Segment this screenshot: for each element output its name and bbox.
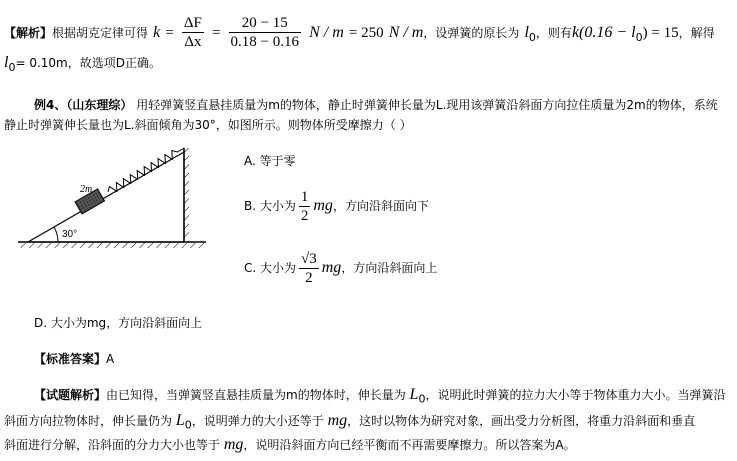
ground-hatch bbox=[18, 243, 206, 248]
result-value: = 250 bbox=[348, 25, 384, 41]
unit-1: N / m bbox=[309, 24, 344, 41]
numeric-fraction bbox=[229, 14, 301, 51]
option-d: D. 大小为mg，方向沿斜面向上 bbox=[34, 316, 203, 330]
unit-2: N / m bbox=[388, 24, 424, 41]
option-b-mg: mg bbox=[313, 197, 333, 214]
explanation-line-1: 【试题解析】由已知得，当弹簧竖直悬挂质量为m的物体时，伸长量为 $L_0$，说明此时弹簧的拉力大小等于物体重力大小。当弹簧沿 bbox=[34, 386, 726, 406]
option-a: A. 等于零 bbox=[244, 154, 296, 168]
option-b: B. 大小为 $\frac{1}{2}$ mg，方向沿斜面向下 bbox=[244, 189, 429, 224]
explanation-line-2: 斜面方向拉物体时，伸长量仍为 $L_0$，说明弹力的大小还等于 mg，这时以物体为研究对象，画出受力分析图，将重力沿斜面和垂直 bbox=[4, 412, 696, 432]
analysis-label: 【解析】 bbox=[4, 26, 53, 40]
analysis-text-3: ，则有 bbox=[535, 26, 572, 40]
example-label: 例4、（山东理综） bbox=[34, 98, 133, 112]
option-c: C. 大小为 $\frac{√3}{2}$ mg，方向沿斜面向上 bbox=[244, 251, 438, 286]
explanation-label: 【试题解析】 bbox=[34, 388, 107, 402]
analysis-line-2: $l_0= 0.10m$，故选项D正确。 bbox=[4, 54, 161, 75]
answer-label: 【标准答案】 bbox=[34, 352, 107, 366]
analysis-text-2: ，设弹簧的原长为 bbox=[423, 26, 520, 40]
delta-f: ΔF bbox=[183, 15, 202, 31]
analysis-line-1: 【解析】根据胡克定律可得 k = $\frac{\Delta F}{\Delta x}$ = $\frac{20 - 15}{0.18 - 0.16}$ N / m = 250 N / m，设弹簧的原长为 $l_0$，则有$k(0.16 - l_0) = 15$，解得 bbox=[4, 15, 715, 50]
angle-arc bbox=[54, 227, 58, 242]
equals-sign: = bbox=[165, 25, 174, 41]
analysis-text-4: ，解得 bbox=[678, 26, 715, 40]
option-c-mg: mg bbox=[321, 259, 342, 276]
mass-label: 2m bbox=[80, 184, 93, 195]
example-text-1: 用轻弹簧竖直悬挂质量为m的物体，静止时弹簧伸长量为L.现用该弹簧沿斜面方向拉住质量为2m的物体，系统 bbox=[136, 98, 718, 112]
k-equation-end: ) = 15 bbox=[642, 25, 679, 41]
standard-answer bbox=[34, 350, 114, 367]
delta-fraction bbox=[182, 14, 204, 51]
fraction-denominator: 0.18 − 0.16 bbox=[230, 34, 300, 50]
option-c-fraction: $\frac{√3}{2}$ bbox=[301, 251, 317, 286]
spring bbox=[106, 145, 186, 196]
angle-label: 30° bbox=[62, 229, 78, 240]
example-line-1 bbox=[34, 96, 718, 113]
k-equation: k(0.16 − l bbox=[571, 24, 636, 41]
analysis-intro: 根据胡克定律可得 bbox=[52, 26, 149, 40]
incline-triangle bbox=[28, 152, 184, 242]
option-b-fraction: $\frac{1}{2}$ bbox=[300, 189, 309, 224]
analysis-conclusion: = 0.10m，故选项D正确。 bbox=[15, 56, 161, 70]
example-text-2: 静止时弹簧伸长量也为L.斜面倾角为30°，如图所示。则物体所受摩擦力（ ） bbox=[4, 118, 412, 132]
answer-value: A bbox=[106, 352, 115, 366]
delta-x: Δx bbox=[184, 34, 202, 50]
fraction-numerator: 20 − 15 bbox=[229, 14, 301, 33]
incline-figure bbox=[18, 140, 228, 252]
spring-coil bbox=[106, 145, 186, 196]
example-line-2 bbox=[4, 116, 412, 133]
k-symbol: k bbox=[153, 24, 161, 41]
l0-symbol: l bbox=[524, 24, 529, 41]
explanation-line-3: 斜面进行分解，沿斜面的分力大小也等于 mg，说明沿斜面方向已经平衡而不再需要摩擦力。所以答案为A。 bbox=[4, 436, 576, 453]
